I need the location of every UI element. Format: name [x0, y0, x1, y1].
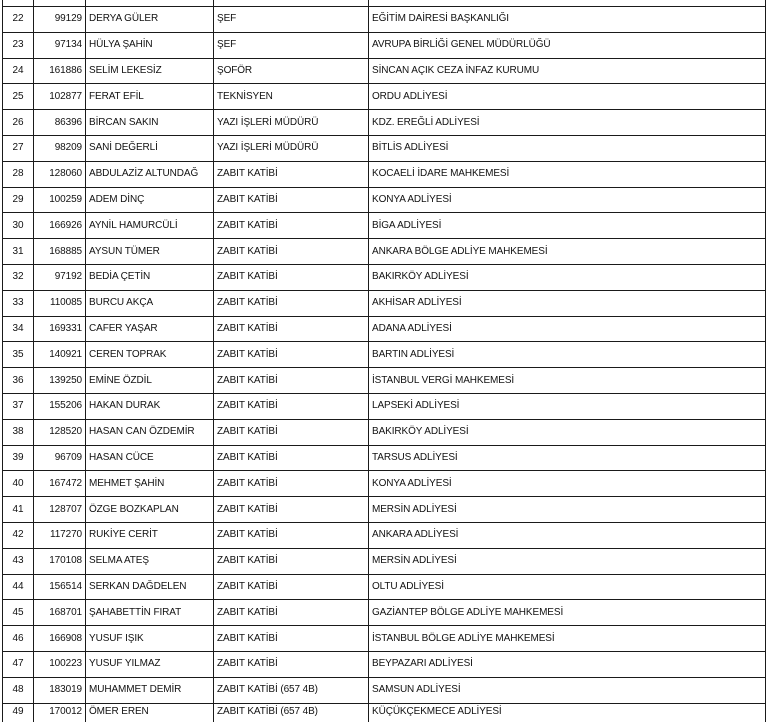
- table-row: [3, 264, 766, 290]
- row-number-cell: 37: [3, 393, 34, 419]
- job-title-cell: ZABIT KATİBİ: [214, 548, 369, 574]
- personnel-table: [2, 0, 766, 722]
- job-title-cell: TEKNİSYEN: [214, 84, 369, 110]
- registry-number-cell: 102877: [34, 84, 86, 110]
- registry-number-cell: 167472: [34, 471, 86, 497]
- registry-number-cell: 97192: [34, 264, 86, 290]
- full-name-cell: HASAN CÜCE: [86, 445, 214, 471]
- row-number-cell: 42: [3, 522, 34, 548]
- table-row: [3, 677, 766, 703]
- row-number-cell: 23: [3, 32, 34, 58]
- assigned-unit-cell: SAMSUN ADLİYESİ: [369, 677, 766, 703]
- table-row: [3, 651, 766, 677]
- assigned-unit-cell: ANKARA ADLİYESİ: [369, 522, 766, 548]
- row-number-cell: 22: [3, 7, 34, 33]
- row-number-cell: 39: [3, 445, 34, 471]
- full-name-cell: ÖZGE BOZKAPLAN: [86, 497, 214, 523]
- registry-number-cell: 100259: [34, 187, 86, 213]
- assigned-unit-cell: BAKIRKÖY ADLİYESİ: [369, 264, 766, 290]
- row-number-cell: 33: [3, 290, 34, 316]
- assigned-unit-cell: BARTIN ADLİYESİ: [369, 342, 766, 368]
- job-title-cell: ZABIT KATİBİ: [214, 187, 369, 213]
- row-number-cell: 26: [3, 110, 34, 136]
- row-number-cell: 36: [3, 368, 34, 394]
- row-number-cell: 29: [3, 187, 34, 213]
- registry-number-cell: 96709: [34, 445, 86, 471]
- full-name-cell: CAFER YAŞAR: [86, 316, 214, 342]
- job-title-cell: ZABIT KATİBİ: [214, 368, 369, 394]
- registry-number-cell: 166908: [34, 626, 86, 652]
- full-name-cell: HÜLYA ŞAHİN: [86, 32, 214, 58]
- job-title-cell: ŞOFÖR: [214, 58, 369, 84]
- full-name-cell: BİRCAN SAKIN: [86, 110, 214, 136]
- table-row: [3, 239, 766, 265]
- full-name-cell: ABDULAZİZ ALTUNDAĞ: [86, 161, 214, 187]
- row-number-cell: 44: [3, 574, 34, 600]
- row-number-cell: 45: [3, 600, 34, 626]
- full-name-cell: ADEM DİNÇ: [86, 187, 214, 213]
- table-row: [3, 32, 766, 58]
- job-title-cell: ZABIT KATİBİ: [214, 316, 369, 342]
- table-row: [3, 135, 766, 161]
- full-name-cell: SANİ DEĞERLİ: [86, 135, 214, 161]
- registry-number-cell: 170012: [34, 703, 86, 722]
- registry-number-cell: 155206: [34, 393, 86, 419]
- table-row: [3, 548, 766, 574]
- job-title-cell: ZABIT KATİBİ: [214, 419, 369, 445]
- full-name-cell: MUHAMMET DEMİR: [86, 677, 214, 703]
- job-title-cell: ŞEF: [214, 7, 369, 33]
- full-name-cell: FERAT EFİL: [86, 84, 214, 110]
- row-number-cell: 25: [3, 84, 34, 110]
- table-row: [3, 522, 766, 548]
- full-name-cell: BURCU AKÇA: [86, 290, 214, 316]
- job-title-cell: ZABIT KATİBİ: [214, 264, 369, 290]
- assigned-unit-cell: ORDU ADLİYESİ: [369, 84, 766, 110]
- row-number-cell: 32: [3, 264, 34, 290]
- assigned-unit-cell: MERSİN ADLİYESİ: [369, 497, 766, 523]
- table-row: [3, 342, 766, 368]
- job-title-cell: ZABIT KATİBİ: [214, 239, 369, 265]
- table-row: [3, 497, 766, 523]
- table-row: [3, 703, 766, 722]
- registry-number-cell: 128707: [34, 497, 86, 523]
- row-number-cell: 38: [3, 419, 34, 445]
- row-number-cell: 24: [3, 58, 34, 84]
- assigned-unit-cell: BEYPAZARI ADLİYESİ: [369, 651, 766, 677]
- table-row: [3, 600, 766, 626]
- registry-number-cell: 168701: [34, 600, 86, 626]
- assigned-unit-cell: ANKARA BÖLGE ADLİYE MAHKEMESİ: [369, 239, 766, 265]
- registry-number-cell: 128520: [34, 419, 86, 445]
- job-title-cell: ZABIT KATİBİ: [214, 471, 369, 497]
- job-title-cell: ZABIT KATİBİ (657 4B): [214, 677, 369, 703]
- registry-number-cell: 161886: [34, 58, 86, 84]
- table-row: [3, 393, 766, 419]
- row-number-cell: 35: [3, 342, 34, 368]
- registry-number-cell: 139250: [34, 368, 86, 394]
- job-title-cell: ZABIT KATİBİ (657 4B): [214, 703, 369, 722]
- full-name-cell: YUSUF IŞIK: [86, 626, 214, 652]
- full-name-cell: BEDİA ÇETİN: [86, 264, 214, 290]
- table-row: [3, 316, 766, 342]
- job-title-cell: ZABIT KATİBİ: [214, 213, 369, 239]
- assigned-unit-cell: OLTU ADLİYESİ: [369, 574, 766, 600]
- assigned-unit-cell: KONYA ADLİYESİ: [369, 471, 766, 497]
- full-name-cell: AYSUN TÜMER: [86, 239, 214, 265]
- job-title-cell: ZABIT KATİBİ: [214, 497, 369, 523]
- job-title-cell: YAZI İŞLERİ MÜDÜRÜ: [214, 135, 369, 161]
- assigned-unit-cell: BİGA ADLİYESİ: [369, 213, 766, 239]
- table-row: [3, 574, 766, 600]
- row-number-cell: 27: [3, 135, 34, 161]
- job-title-cell: ZABIT KATİBİ: [214, 290, 369, 316]
- table-row: [3, 213, 766, 239]
- table-row: [3, 58, 766, 84]
- table-row: [3, 290, 766, 316]
- table-row: [3, 368, 766, 394]
- row-number-cell: 43: [3, 548, 34, 574]
- assigned-unit-cell: LAPSEKİ ADLİYESİ: [369, 393, 766, 419]
- table-row: [3, 445, 766, 471]
- assigned-unit-cell: KÜÇÜKÇEKMECE ADLİYESİ: [369, 703, 766, 722]
- row-number-cell: 47: [3, 651, 34, 677]
- registry-number-cell: 169331: [34, 316, 86, 342]
- table-row: [3, 161, 766, 187]
- full-name-cell: EMİNE ÖZDİL: [86, 368, 214, 394]
- personnel-list-sheet: [2, 0, 765, 722]
- assigned-unit-cell: GAZİANTEP BÖLGE ADLİYE MAHKEMESİ: [369, 600, 766, 626]
- registry-number-cell: 117270: [34, 522, 86, 548]
- table-row: [3, 7, 766, 33]
- full-name-cell: SERKAN DAĞDELEN: [86, 574, 214, 600]
- registry-number-cell: 86396: [34, 110, 86, 136]
- row-number-cell: 28: [3, 161, 34, 187]
- assigned-unit-cell: AKHİSAR ADLİYESİ: [369, 290, 766, 316]
- job-title-cell: ZABIT KATİBİ: [214, 651, 369, 677]
- job-title-cell: ZABIT KATİBİ: [214, 626, 369, 652]
- registry-number-cell: 97134: [34, 32, 86, 58]
- full-name-cell: HASAN CAN ÖZDEMİR: [86, 419, 214, 445]
- assigned-unit-cell: BİTLİS ADLİYESİ: [369, 135, 766, 161]
- job-title-cell: ZABIT KATİBİ: [214, 161, 369, 187]
- row-number-cell: 41: [3, 497, 34, 523]
- table-row: [3, 471, 766, 497]
- full-name-cell: YUSUF YILMAZ: [86, 651, 214, 677]
- registry-number-cell: 140921: [34, 342, 86, 368]
- registry-number-cell: 128060: [34, 161, 86, 187]
- assigned-unit-cell: AVRUPA BİRLİĞİ GENEL MÜDÜRLÜĞÜ: [369, 32, 766, 58]
- job-title-cell: ZABIT KATİBİ: [214, 522, 369, 548]
- table-row: [3, 84, 766, 110]
- registry-number-cell: 98209: [34, 135, 86, 161]
- full-name-cell: HAKAN DURAK: [86, 393, 214, 419]
- table-row: [3, 110, 766, 136]
- full-name-cell: ŞAHABETTİN FIRAT: [86, 600, 214, 626]
- assigned-unit-cell: İSTANBUL BÖLGE ADLİYE MAHKEMESİ: [369, 626, 766, 652]
- full-name-cell: DERYA GÜLER: [86, 7, 214, 33]
- job-title-cell: YAZI İŞLERİ MÜDÜRÜ: [214, 110, 369, 136]
- table-row: [3, 419, 766, 445]
- table-row: [3, 187, 766, 213]
- assigned-unit-cell: KONYA ADLİYESİ: [369, 187, 766, 213]
- table-row: [3, 626, 766, 652]
- row-number-cell: 49: [3, 703, 34, 722]
- full-name-cell: AYNİL HAMURCÜLİ: [86, 213, 214, 239]
- assigned-unit-cell: SİNCAN AÇIK CEZA İNFAZ KURUMU: [369, 58, 766, 84]
- registry-number-cell: 100223: [34, 651, 86, 677]
- assigned-unit-cell: MERSİN ADLİYESİ: [369, 548, 766, 574]
- job-title-cell: ZABIT KATİBİ: [214, 393, 369, 419]
- full-name-cell: RUKİYE CERİT: [86, 522, 214, 548]
- registry-number-cell: 99129: [34, 7, 86, 33]
- assigned-unit-cell: BAKIRKÖY ADLİYESİ: [369, 419, 766, 445]
- row-number-cell: 48: [3, 677, 34, 703]
- full-name-cell: MEHMET ŞAHİN: [86, 471, 214, 497]
- assigned-unit-cell: KDZ. EREĞLİ ADLİYESİ: [369, 110, 766, 136]
- registry-number-cell: 110085: [34, 290, 86, 316]
- assigned-unit-cell: İSTANBUL VERGİ MAHKEMESİ: [369, 368, 766, 394]
- row-number-cell: 46: [3, 626, 34, 652]
- registry-number-cell: 166926: [34, 213, 86, 239]
- job-title-cell: ZABIT KATİBİ: [214, 600, 369, 626]
- job-title-cell: ŞEF: [214, 32, 369, 58]
- registry-number-cell: 156514: [34, 574, 86, 600]
- assigned-unit-cell: TARSUS ADLİYESİ: [369, 445, 766, 471]
- row-number-cell: 40: [3, 471, 34, 497]
- full-name-cell: SELİM LEKESİZ: [86, 58, 214, 84]
- personnel-table-body: [3, 0, 766, 722]
- full-name-cell: ÖMER EREN: [86, 703, 214, 722]
- row-number-cell: 30: [3, 213, 34, 239]
- assigned-unit-cell: EĞİTİM DAİRESİ BAŞKANLIĞI: [369, 7, 766, 33]
- job-title-cell: ZABIT KATİBİ: [214, 342, 369, 368]
- registry-number-cell: 183019: [34, 677, 86, 703]
- assigned-unit-cell: KOCAELİ İDARE MAHKEMESİ: [369, 161, 766, 187]
- row-number-cell: 31: [3, 239, 34, 265]
- full-name-cell: SELMA ATEŞ: [86, 548, 214, 574]
- registry-number-cell: 168885: [34, 239, 86, 265]
- full-name-cell: CEREN TOPRAK: [86, 342, 214, 368]
- job-title-cell: ZABIT KATİBİ: [214, 574, 369, 600]
- row-number-cell: 34: [3, 316, 34, 342]
- assigned-unit-cell: ADANA ADLİYESİ: [369, 316, 766, 342]
- registry-number-cell: 170108: [34, 548, 86, 574]
- job-title-cell: ZABIT KATİBİ: [214, 445, 369, 471]
